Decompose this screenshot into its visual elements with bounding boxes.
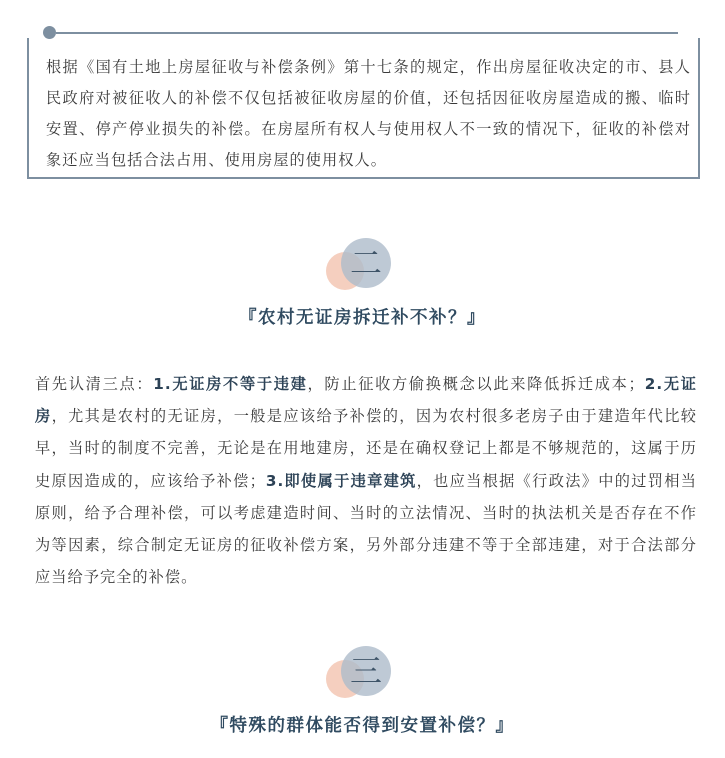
- quote-paragraph: 根据《国有土地上房屋征收与补偿条例》第十七条的规定，作出房屋征收决定的市、县人民政府对被征收人的补偿不仅包括被征收房屋的价值，还包括因征收房屋造成的搬、临时安置、停产停业损失的补偿。在房屋所有权人与使用权人不一致的情况下，征收的补偿对象还应当包括合法占用、使用房屋的使用权人。: [46, 58, 691, 169]
- section-2-body: [35, 368, 697, 593]
- body-text-segment: ，防止征收方偷换概念以此来降低拆迁成本；: [307, 375, 645, 393]
- section-2-numeral: 二: [349, 244, 382, 282]
- highlight-point-3: 3.即使属于违章建筑: [265, 471, 417, 490]
- highlight-point-2: 2.无证房: [35, 375, 698, 426]
- section-3-title: 『特殊的群体能否得到安置补偿？』: [210, 716, 515, 736]
- body-text-segment: ，尤其是农村的无证房，一般是应该给予补偿的，因为农村很多老房子由于建造年代比较早，当时的制度不完善，无论是在用地建房，还是在确权登记上都是不够规范的，这属于历史原因造成的，应该给予补偿；: [35, 407, 697, 490]
- quote-top-divider: [56, 32, 678, 34]
- section-3-numeral: 三: [349, 652, 382, 690]
- section-3-numeral-badge: [326, 646, 406, 702]
- highlight-point-1: 1.无证房不等于违建: [153, 375, 308, 393]
- bullet-dot-icon: [43, 26, 56, 39]
- body-text-segment: 首先认清三点：: [35, 375, 154, 393]
- section-2-title: 『农村无证房拆迁补不补？』: [239, 308, 486, 328]
- section-2-numeral-badge: [326, 238, 406, 294]
- body-text-segment: ，也应当根据《行政法》中的过罚相当原则，给予合理补偿，可以考虑建造时间、当时的立法情况、当时的执法机关是否存在不作为等因素，综合制定无证房的征收补偿方案，另外部分违建不等于全部违建，对于合法部分应当给予完全的补偿。: [35, 471, 697, 587]
